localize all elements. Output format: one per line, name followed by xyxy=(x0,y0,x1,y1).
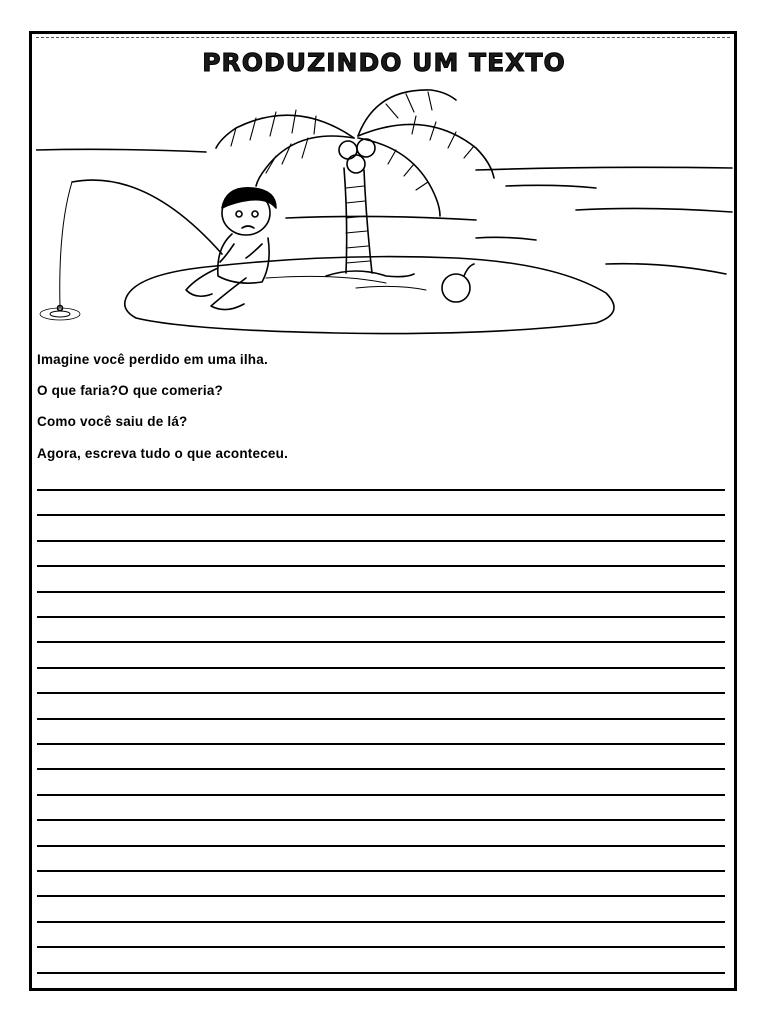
writing-line[interactable] xyxy=(37,946,725,948)
writing-line[interactable] xyxy=(37,743,725,745)
writing-line[interactable] xyxy=(37,845,725,847)
writing-line[interactable] xyxy=(37,514,725,516)
writing-line[interactable] xyxy=(37,616,725,618)
writing-line[interactable] xyxy=(37,718,725,720)
prompt-how-did-you-leave: Como você saiu de lá? xyxy=(37,414,188,429)
prompt-what-would-you-do: O que faria?O que comeria? xyxy=(37,383,223,398)
prompt-write-everything: Agora, escreva tudo o que aconteceu. xyxy=(37,446,289,461)
writing-line[interactable] xyxy=(37,794,725,796)
writing-line[interactable] xyxy=(37,692,725,694)
writing-line[interactable] xyxy=(37,591,725,593)
writing-line[interactable] xyxy=(37,972,725,974)
writing-line[interactable] xyxy=(37,540,725,542)
writing-line[interactable] xyxy=(37,565,725,567)
writing-line[interactable] xyxy=(37,641,725,643)
writing-line[interactable] xyxy=(37,667,725,669)
writing-line[interactable] xyxy=(37,921,725,923)
writing-line[interactable] xyxy=(37,768,725,770)
writing-line[interactable] xyxy=(37,819,725,821)
page-title: PRODUZINDO UM TEXTO xyxy=(202,48,566,77)
writing-line[interactable] xyxy=(37,489,725,491)
writing-line[interactable] xyxy=(37,895,725,897)
writing-line[interactable] xyxy=(37,870,725,872)
writing-lines[interactable] xyxy=(37,0,725,1024)
prompt-island: Imagine você perdido em uma ilha. xyxy=(37,352,268,367)
